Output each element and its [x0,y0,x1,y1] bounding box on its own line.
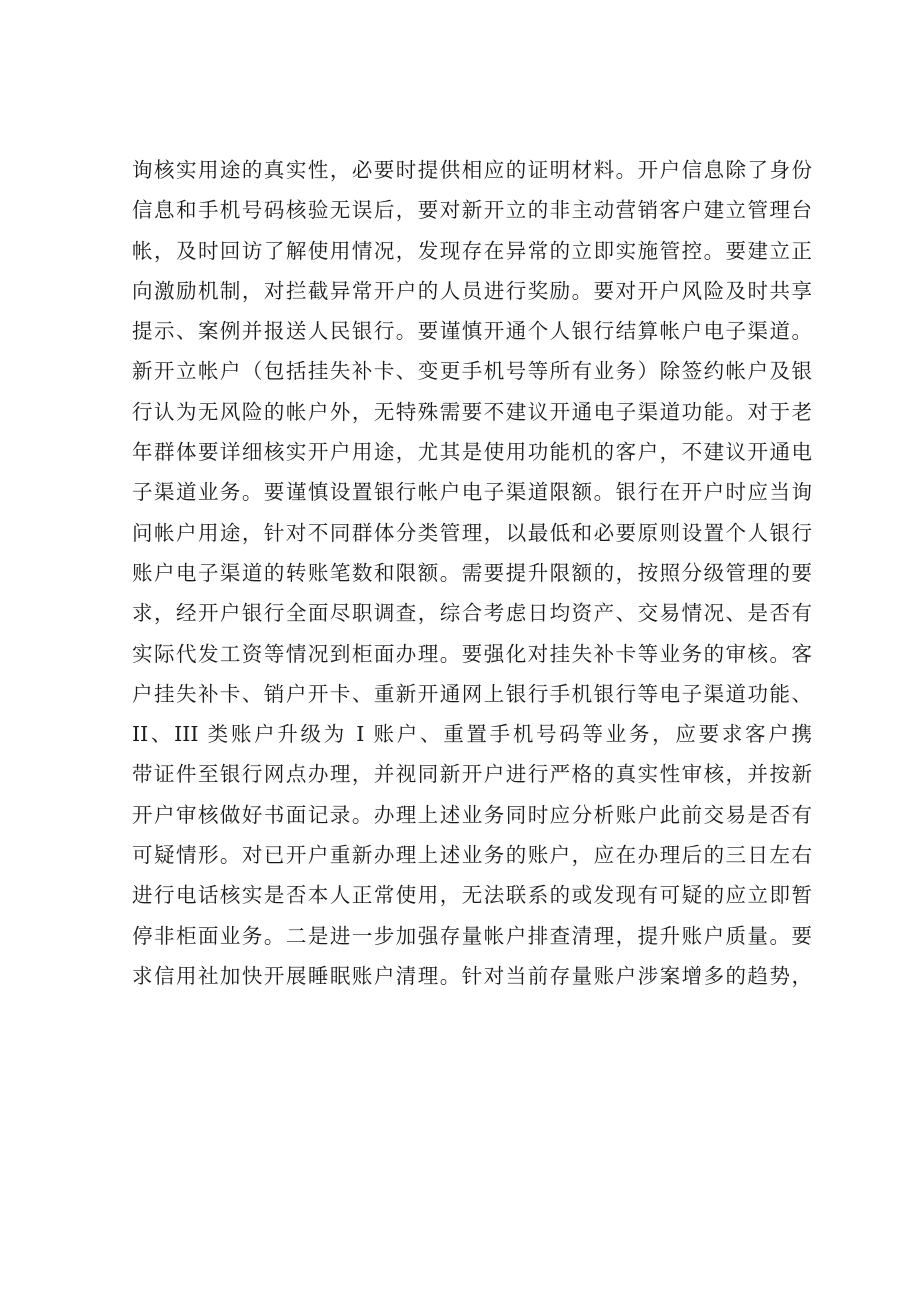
text-line: 停非柜面业务。二是进一步加强存量帐户排查清理，提升账户质量。要 [132,923,812,948]
text-line: 询核实用途的真实性，必要时提供相应的证明材料。开户信息除了身份 [132,158,812,182]
text-line: 向激励机制，对拦截异常开户的人员进行奖励。要对开户风险及时共享 [132,278,812,303]
text-line: 新开立帐户（包括挂失补卡、变更手机号等所有业务）除签约帐户及银 [132,359,812,384]
text-line: 实际代发工资等情况到柜面办理。要强化对挂失补卡等业务的审核。客 [132,641,812,666]
text-line: 子渠道业务。要谨慎设置银行帐户电子渠道限额。银行在开户时应当询 [132,480,812,505]
text-line: 年群体要详细核实开户用途，尤其是使用功能机的客户，不建议开通电 [132,440,812,465]
text-line: 帐，及时回访了解使用情况，发现存在异常的立即实施管控。要建立正 [132,238,812,263]
text-line: 求信用社加快开展睡眠账户清理。针对当前存量账户涉案增多的趋势， [132,963,812,988]
text-line: II、III 类账户升级为 I 账户、重置手机号码等业务，应要求客户携 [132,722,812,747]
text-line: 问帐户用途，针对不同群体分类管理，以最低和必要原则设置个人银行 [132,520,812,545]
text-line: 求，经开户银行全面尽职调查，综合考虑日均资产、交易情况、是否有 [132,601,812,626]
text-line: 户挂失补卡、销户开卡、重新开通网上银行手机银行等电子渠道功能、 [132,681,812,706]
text-line: 进行电话核实是否本人正常使用，无法联系的或发现有可疑的应立即暂 [132,883,812,908]
text-line: 开户审核做好书面记录。办理上述业务同时应分析账户此前交易是否有 [132,802,812,827]
text-line: 信息和手机号码核验无误后，要对新开立的非主动营销客户建立管理台 [132,198,812,223]
text-line: 行认为无风险的帐户外，无特殊需要不建议开通电子渠道功能。对于老 [132,399,812,424]
body-paragraph [132,150,812,996]
text-line: 可疑情形。对已开户重新办理上述业务的账户，应在办理后的三日左右 [132,843,812,868]
text-line: 带证件至银行网点办理，并视同新开户进行严格的真实性审核，并按新 [132,762,812,787]
text-line: 提示、案例并报送人民银行。要谨慎开通个人银行结算帐户电子渠道。 [132,319,812,344]
text-line: 账户电子渠道的转账笔数和限额。需要提升限额的，按照分级管理的要 [132,560,812,585]
